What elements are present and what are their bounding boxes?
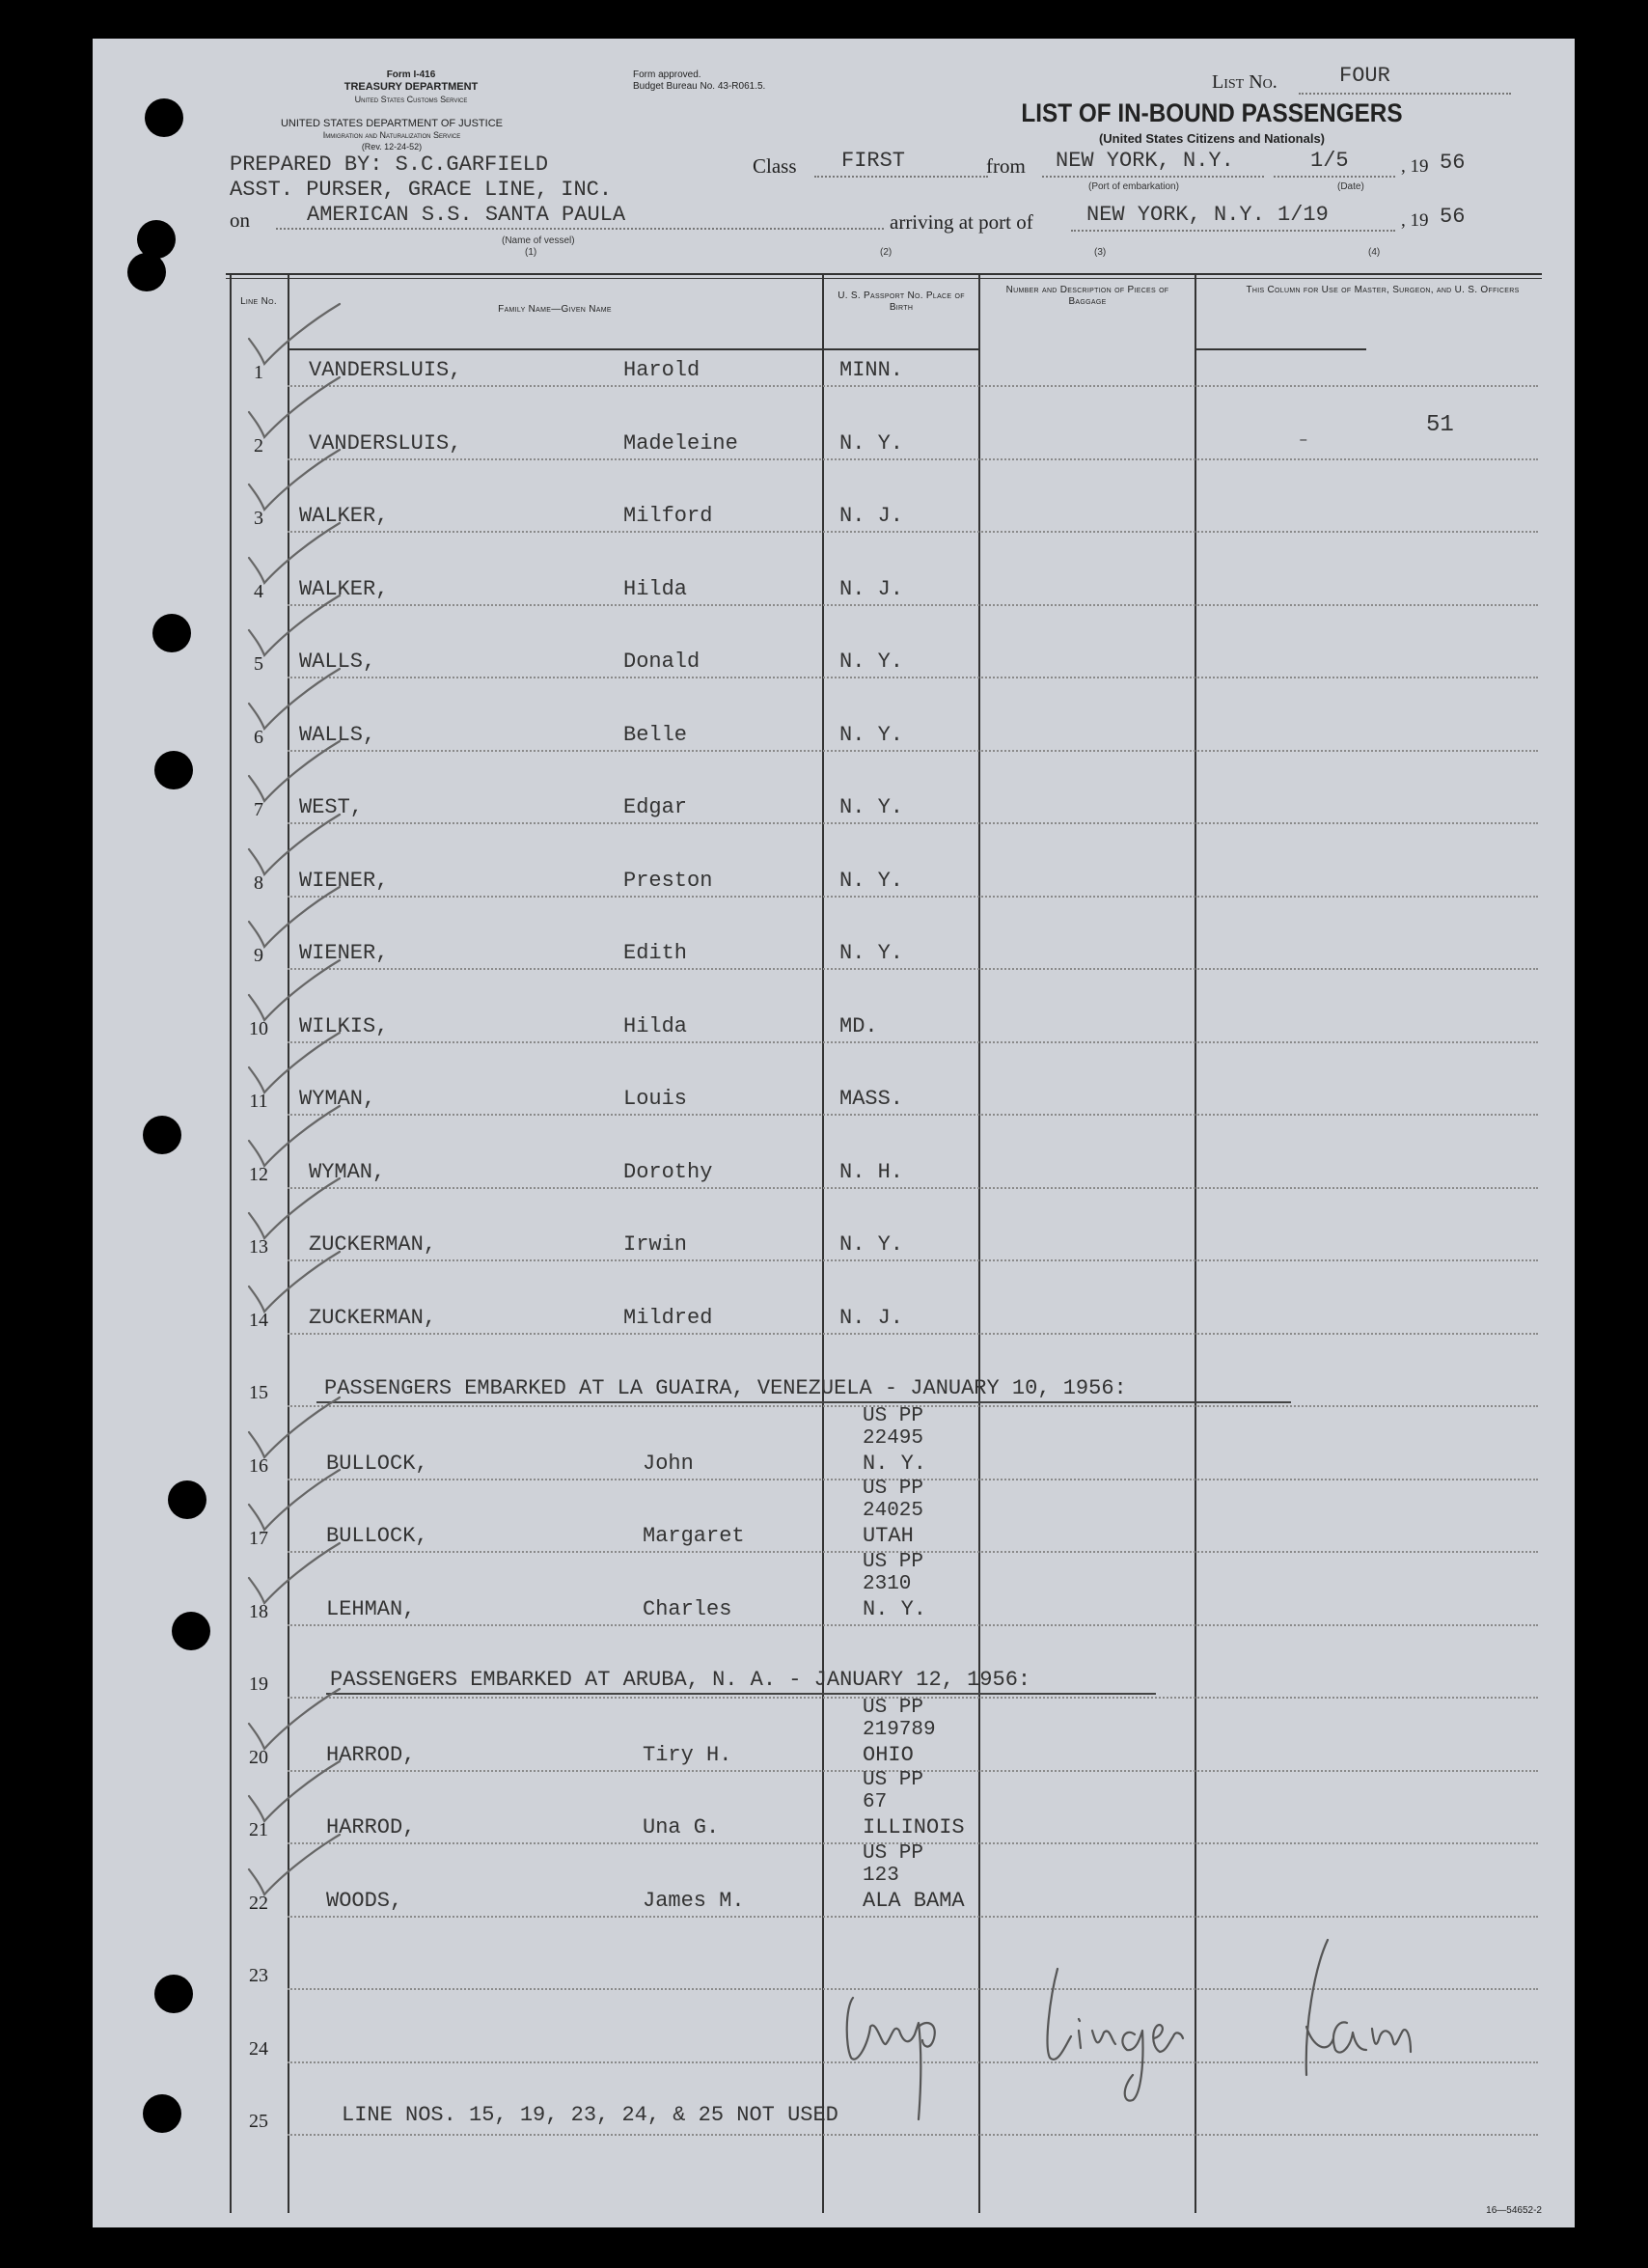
given-name: John bbox=[643, 1451, 694, 1476]
header-baggage: Number and Description of Pieces of Baggage bbox=[1005, 285, 1169, 307]
date-rule bbox=[1274, 176, 1395, 178]
passport-number: US PP 123 bbox=[863, 1841, 924, 1887]
from-year-prefix: , 19 bbox=[1401, 156, 1429, 177]
given-name: Madeleine bbox=[623, 430, 738, 456]
row-rule bbox=[288, 750, 1538, 752]
from-rule bbox=[1042, 176, 1264, 178]
given-name: Charles bbox=[643, 1596, 732, 1621]
binder-hole bbox=[172, 1612, 210, 1650]
given-name: Hilda bbox=[623, 1013, 688, 1038]
family-name: BULLOCK, bbox=[326, 1451, 428, 1476]
family-name: HARROD, bbox=[326, 1742, 416, 1767]
given-name: Una G. bbox=[643, 1815, 720, 1839]
line-number: 16 bbox=[249, 1454, 268, 1477]
form-approved: Form approved. bbox=[633, 69, 701, 80]
arriving-rule bbox=[1071, 230, 1395, 232]
given-name: Edgar bbox=[623, 795, 688, 819]
row-rule bbox=[288, 1259, 1538, 1261]
row-rule bbox=[288, 458, 1538, 460]
family-name: WOODS, bbox=[326, 1888, 403, 1913]
place-of-birth: N. J. bbox=[839, 504, 904, 528]
line-number: 4 bbox=[254, 580, 263, 602]
place-of-birth: N. Y. bbox=[839, 795, 904, 819]
from-port: NEW YORK, N.Y. bbox=[1056, 149, 1234, 173]
passport-number: US PP 24025 bbox=[863, 1478, 924, 1522]
family-name: WIENER, bbox=[299, 941, 389, 965]
family-name: WALLS, bbox=[299, 650, 376, 674]
row-rule bbox=[288, 677, 1538, 678]
port-col-num: (3) bbox=[1094, 247, 1107, 258]
passport-number: US PP 22495 bbox=[863, 1404, 924, 1450]
section-underline bbox=[326, 1693, 1156, 1695]
line-number: 9 bbox=[254, 945, 263, 966]
officer-dash: – bbox=[1299, 431, 1308, 449]
divider-passport bbox=[978, 273, 980, 2213]
family-name: VANDERSLUIS, bbox=[309, 358, 462, 382]
place-of-birth: N. Y. bbox=[839, 722, 904, 747]
place-of-birth: ALA BAMA bbox=[863, 1888, 965, 1913]
header-passport: U. S. Passport No. Place of Birth bbox=[838, 290, 965, 313]
row-rule bbox=[288, 531, 1538, 533]
assistant-purser: ASST. PURSER, GRACE LINE, INC. bbox=[230, 178, 613, 202]
arriving-year: 56 bbox=[1440, 205, 1466, 229]
divider-baggage bbox=[1195, 273, 1196, 2213]
place-of-birth: MINN. bbox=[839, 358, 904, 382]
immigration-service: Immigration and Naturalization Service bbox=[322, 130, 461, 140]
place-of-birth: N. Y. bbox=[839, 868, 904, 893]
date-caption: (Date) bbox=[1337, 181, 1364, 192]
passport-number: US PP 219789 bbox=[863, 1696, 936, 1741]
line-number: 2 bbox=[254, 434, 263, 456]
given-name: James M. bbox=[643, 1888, 745, 1913]
given-name: Irwin bbox=[623, 1232, 688, 1257]
year-prefix: 19 bbox=[1410, 156, 1429, 177]
family-name: WYMAN, bbox=[299, 1087, 376, 1111]
place-of-birth: N. Y. bbox=[839, 650, 904, 674]
form-number: Form I-416 bbox=[386, 69, 436, 80]
line-number: 10 bbox=[249, 1017, 268, 1039]
handwritten-signature bbox=[826, 1930, 1424, 2143]
treasury-dept: TREASURY DEPARTMENT bbox=[343, 81, 479, 93]
binder-hole bbox=[127, 253, 166, 291]
line-number: 8 bbox=[254, 871, 263, 894]
family-name: ZUCKERMAN, bbox=[309, 1232, 437, 1257]
line-number: 12 bbox=[249, 1163, 268, 1185]
given-name: Belle bbox=[623, 722, 688, 747]
line-number: 21 bbox=[249, 1819, 268, 1840]
passport-number: US PP 67 bbox=[863, 1769, 924, 1813]
divider-name bbox=[822, 273, 824, 2213]
binder-hole bbox=[154, 751, 193, 789]
place-of-birth: ILLINOIS bbox=[863, 1815, 965, 1839]
line-number: 1 bbox=[254, 362, 263, 383]
line-number: 18 bbox=[249, 1600, 268, 1622]
family-name: WEST, bbox=[299, 795, 364, 819]
class-rule bbox=[814, 176, 988, 178]
line-number: 22 bbox=[249, 1892, 268, 1914]
family-name: WALKER, bbox=[299, 504, 389, 528]
place-of-birth: MD. bbox=[839, 1013, 878, 1038]
line-number: 7 bbox=[254, 799, 263, 820]
section-heading: PASSENGERS EMBARKED AT ARUBA, N. A. - JANUARY 12, 1956: bbox=[330, 1668, 1031, 1692]
class-label: Class bbox=[753, 154, 797, 178]
place-of-birth: MASS. bbox=[839, 1087, 904, 1111]
place-of-birth: N. Y. bbox=[839, 941, 904, 965]
given-name: Dorothy bbox=[623, 1159, 713, 1184]
family-name: LEHMAN, bbox=[326, 1596, 416, 1621]
place-of-birth: N. J. bbox=[839, 1305, 904, 1330]
line-number: 3 bbox=[254, 508, 263, 529]
given-name: Harold bbox=[623, 358, 700, 382]
arriving-year-prefix: , 19 bbox=[1401, 210, 1429, 231]
binder-hole bbox=[154, 1975, 193, 2013]
given-name: Louis bbox=[623, 1087, 688, 1111]
line-number: 5 bbox=[254, 653, 263, 675]
row-rule bbox=[288, 1916, 1538, 1918]
line-number: 14 bbox=[249, 1309, 268, 1331]
from-year: 56 bbox=[1440, 151, 1466, 175]
family-name: WALKER, bbox=[299, 576, 389, 601]
header-underline bbox=[1195, 348, 1366, 350]
table-top-border-inner bbox=[226, 278, 1542, 279]
year-prefix: 19 bbox=[1410, 210, 1429, 231]
row-rule bbox=[288, 968, 1538, 970]
family-name: BULLOCK, bbox=[326, 1524, 428, 1548]
row-rule bbox=[288, 385, 1538, 387]
form-revision: (Rev. 12-24-52) bbox=[361, 142, 423, 152]
table-top-border bbox=[226, 273, 1542, 275]
family-name: WIENER, bbox=[299, 868, 389, 893]
row-rule bbox=[288, 604, 1538, 606]
place-of-birth: N. Y. bbox=[863, 1451, 927, 1476]
port-embarkation-caption: (Port of embarkation) bbox=[1088, 181, 1179, 192]
given-name: Milford bbox=[623, 504, 713, 528]
officer-note: 51 bbox=[1426, 412, 1454, 438]
budget-bureau: Budget Bureau No. 43-R061.5. bbox=[633, 81, 766, 92]
class-value: FIRST bbox=[841, 149, 906, 173]
list-no-rule bbox=[1299, 93, 1511, 95]
family-name: VANDERSLUIS, bbox=[309, 430, 462, 456]
arriving-port: NEW YORK, N.Y. 1/19 bbox=[1086, 203, 1329, 227]
place-of-birth: N. Y. bbox=[839, 430, 904, 456]
given-name: Tiry H. bbox=[643, 1742, 732, 1767]
line-number: 13 bbox=[249, 1236, 268, 1258]
place-of-birth: OHIO bbox=[863, 1742, 914, 1767]
binder-hole bbox=[143, 2094, 181, 2133]
vessel-rule bbox=[276, 228, 884, 230]
given-name: Edith bbox=[623, 941, 688, 965]
family-name: WYMAN, bbox=[309, 1159, 386, 1184]
line-number: 25 bbox=[249, 2111, 268, 2132]
row-rule bbox=[288, 1187, 1538, 1189]
row-rule bbox=[288, 822, 1538, 824]
arriving-label: arriving at port of bbox=[890, 210, 1033, 234]
vessel-caption: (Name of vessel) bbox=[502, 235, 575, 246]
line-number: 20 bbox=[249, 1746, 268, 1768]
passport-number: US PP 2310 bbox=[863, 1550, 924, 1595]
customs-service: United States Customs Service bbox=[354, 95, 468, 104]
row-rule bbox=[288, 1624, 1538, 1626]
line-number: 17 bbox=[249, 1528, 268, 1549]
on-label: on bbox=[230, 208, 250, 232]
from-label: from bbox=[986, 154, 1026, 178]
section-underline bbox=[316, 1401, 1291, 1403]
family-name: WALLS, bbox=[299, 722, 376, 747]
table-left-border bbox=[230, 273, 232, 2213]
line-number: 6 bbox=[254, 726, 263, 748]
place-of-birth: N. Y. bbox=[839, 1232, 904, 1257]
binder-hole bbox=[168, 1480, 206, 1519]
justice-dept: UNITED STATES DEPARTMENT OF JUSTICE bbox=[280, 118, 503, 129]
row-rule bbox=[288, 896, 1538, 898]
line-number: 15 bbox=[249, 1382, 268, 1403]
row-rule bbox=[288, 1041, 1538, 1043]
place-of-birth: N. Y. bbox=[863, 1596, 927, 1621]
binder-hole bbox=[145, 98, 183, 137]
given-name: Hilda bbox=[623, 576, 688, 601]
unused-lines-note: LINE NOS. 15, 19, 23, 24, & 25 NOT USED bbox=[342, 2103, 838, 2127]
binder-hole bbox=[143, 1116, 181, 1154]
line-number: 24 bbox=[249, 2037, 268, 2060]
list-no-label: List No. bbox=[1212, 71, 1277, 93]
given-name: Donald bbox=[623, 650, 700, 674]
place-of-birth: N. J. bbox=[839, 576, 904, 601]
document-title: LIST OF IN-BOUND PASSENGERS bbox=[1021, 98, 1403, 127]
passenger-table bbox=[230, 273, 1538, 2213]
header-officers: This Column for Use of Master, Surgeon, and U. S. Officers bbox=[1246, 285, 1520, 295]
line-number: 19 bbox=[249, 1673, 268, 1695]
header-line-no: Line No. bbox=[240, 296, 277, 307]
place-of-birth: N. H. bbox=[839, 1159, 904, 1184]
given-name: Mildred bbox=[623, 1305, 713, 1330]
footer-code: 16—54652-2 bbox=[1486, 2205, 1542, 2216]
manifest-page bbox=[93, 39, 1575, 2227]
binder-hole bbox=[152, 614, 191, 652]
family-name: WILKIS, bbox=[299, 1013, 389, 1038]
row-rule bbox=[288, 1114, 1538, 1116]
header-underline bbox=[288, 348, 822, 350]
vessel-name: AMERICAN S.S. SANTA PAULA bbox=[307, 203, 626, 227]
vessel-col-num: (1) bbox=[525, 247, 537, 258]
family-name: ZUCKERMAN, bbox=[309, 1305, 437, 1330]
given-name: Preston bbox=[623, 868, 713, 893]
class-col-num: (2) bbox=[880, 247, 893, 258]
header-name: Family Name—Given Name bbox=[498, 304, 612, 315]
from-date: 1/5 bbox=[1310, 149, 1349, 173]
date-col-num: (4) bbox=[1368, 247, 1381, 258]
line-number: 23 bbox=[249, 1965, 268, 1986]
row-rule bbox=[288, 1333, 1538, 1335]
place-of-birth: UTAH bbox=[863, 1524, 914, 1548]
given-name: Margaret bbox=[643, 1524, 745, 1548]
document-subtitle: (United States Citizens and Nationals) bbox=[1098, 131, 1326, 146]
header-underline bbox=[822, 348, 978, 350]
family-name: HARROD, bbox=[326, 1815, 416, 1839]
section-heading: PASSENGERS EMBARKED AT LA GUAIRA, VENEZUELA - JANUARY 10, 1956: bbox=[324, 1376, 1127, 1400]
list-no-value: FOUR bbox=[1339, 64, 1390, 88]
prepared-by: PREPARED BY: S.C.GARFIELD bbox=[230, 152, 549, 177]
line-number: 11 bbox=[249, 1091, 268, 1112]
